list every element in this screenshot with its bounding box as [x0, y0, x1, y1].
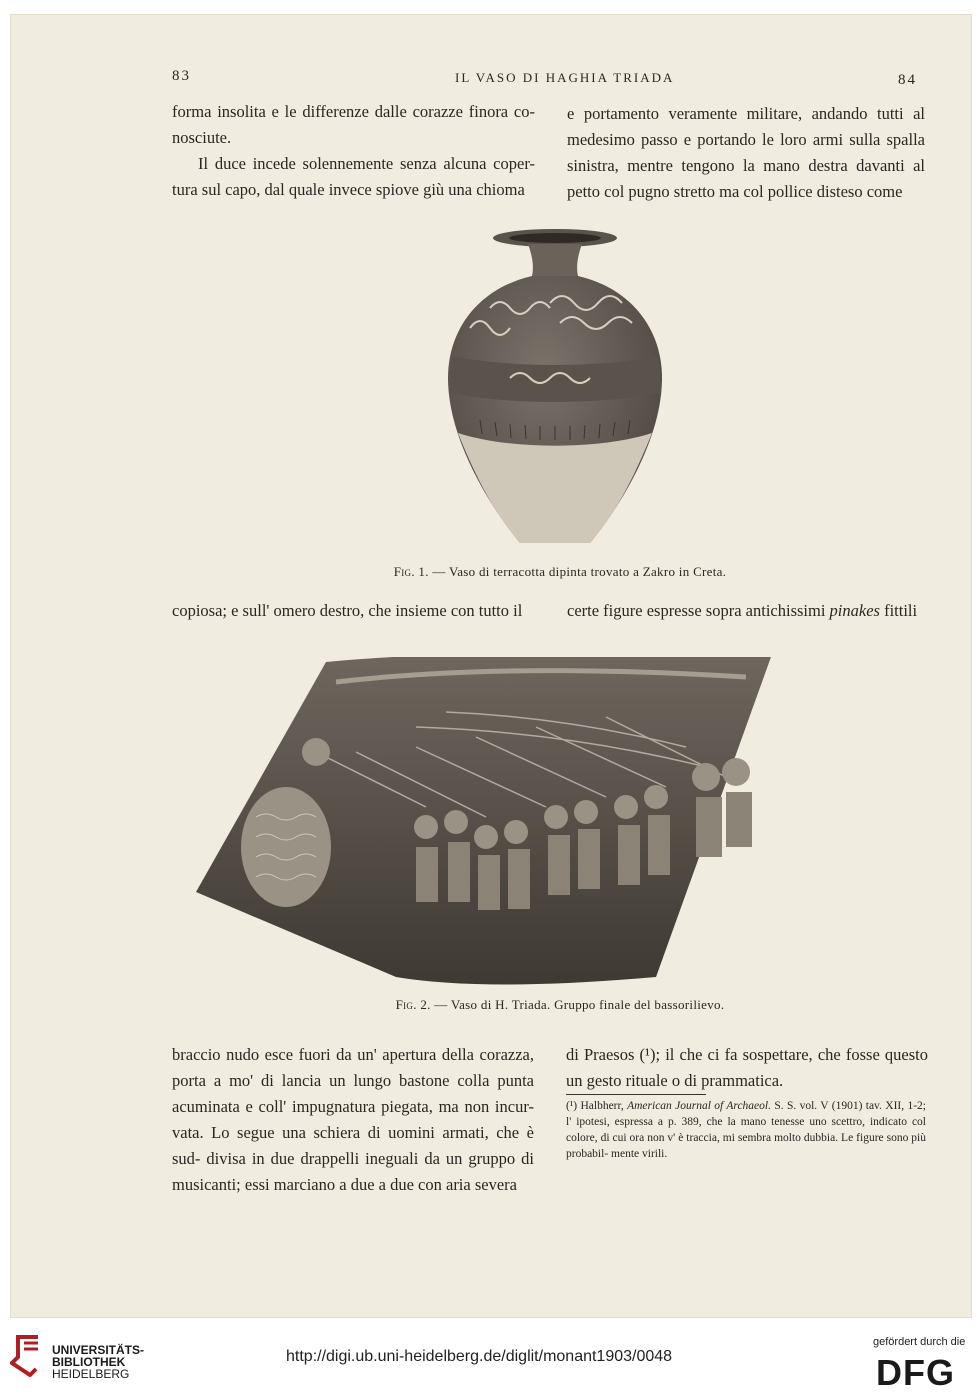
figure-label: Fig. 1.: [393, 564, 429, 579]
library-name-line: HEIDELBERG: [52, 1367, 130, 1381]
library-name-line: UNIVERSITÄTS-: [52, 1343, 145, 1357]
library-name: [52, 1344, 144, 1380]
text-run: (¹) Halbherr,: [566, 1100, 628, 1112]
library-name-line: BIBLIOTHEK: [52, 1355, 126, 1369]
text-column-left-1: [172, 99, 535, 203]
source-url-link[interactable]: http://digi.ub.uni-heidelberg.de/diglit/monant1903/0048: [286, 1348, 673, 1365]
text-run: S. S. vol. V (1901) tav. XII, 1-2; l' ipotesi, espressa a p. 389, che la mano tenesse uno scettro, indicato col colore, di cui ora non v' è traccia, mi sembra molto dubbia. Le figure sono più probabil- mente virili.: [566, 1100, 927, 1160]
footnote: [566, 1098, 926, 1162]
caption-text: — Vaso di H. Triada. Gruppo finale del bassorilievo.: [434, 997, 725, 1012]
text-column-right-2: [567, 598, 927, 624]
library-logo-icon: [10, 1335, 44, 1377]
text-column-right-3: [566, 1042, 928, 1094]
paragraph: e portamento veramente militare, andando tutti al medesimo passo e portando le loro armi sulla spalla sinistra, mentre tengono la mano destra davanti al petto col pugno stretto ma col pollice disteso come: [567, 104, 925, 201]
paragraph: di Praesos (¹); il che ci fa sospettare, che fosse questo un gesto rituale o di prammatica.: [566, 1045, 928, 1090]
paragraph: forma insolita e le differenze dalle corazze finora co- nosciute.: [172, 102, 535, 147]
figure-1-vase-illustration: [440, 228, 670, 553]
paragraph: [567, 598, 927, 624]
figure-1-caption: [330, 564, 790, 580]
figure-2-caption: [320, 997, 800, 1013]
caption-text: — Vaso di terracotta dipinta trovato a Zakro in Creta.: [432, 564, 727, 579]
page-number-right: 84: [898, 72, 917, 88]
paragraph: copiosa; e sull' omero destro, che insieme con tutto il: [172, 601, 523, 620]
page-number-left: 83: [172, 68, 191, 84]
text-column-right-1: [567, 101, 925, 205]
text-run: fittili: [879, 601, 918, 620]
funding-note: gefördert durch die: [873, 1336, 966, 1348]
footnote-rule: [566, 1094, 706, 1095]
text-column-left-3: [172, 1042, 534, 1198]
italic-term: pinakes: [829, 601, 880, 620]
figure-label: Fig. 2.: [395, 997, 431, 1012]
running-title: IL VASO DI HAGHIA TRIADA: [455, 70, 675, 85]
figure-2-relief-illustration: [186, 657, 776, 987]
text-run: certe figure espresse sopra antichissimi: [567, 601, 830, 620]
journal-title: American Journal of Archaeol.: [627, 1100, 771, 1112]
paragraph: Il duce incede solennemente senza alcuna coper- tura sul capo, dal quale invece spiove giù una chioma: [172, 154, 535, 199]
paragraph: braccio nudo esce fuori da un' apertura della corazza, porta a mo' di lancia un lungo bastone colla punta acuminata e coll' impugnatura piegata, ma non incur- vata. Lo segue una schiera di uomini armati, che è sud- divisa in due drappelli ineguali da un gruppo di musicanti; essi marciano a due a due con aria severa: [172, 1045, 534, 1194]
text-column-left-2: [172, 598, 535, 624]
dfg-logo: DFG: [876, 1352, 955, 1393]
